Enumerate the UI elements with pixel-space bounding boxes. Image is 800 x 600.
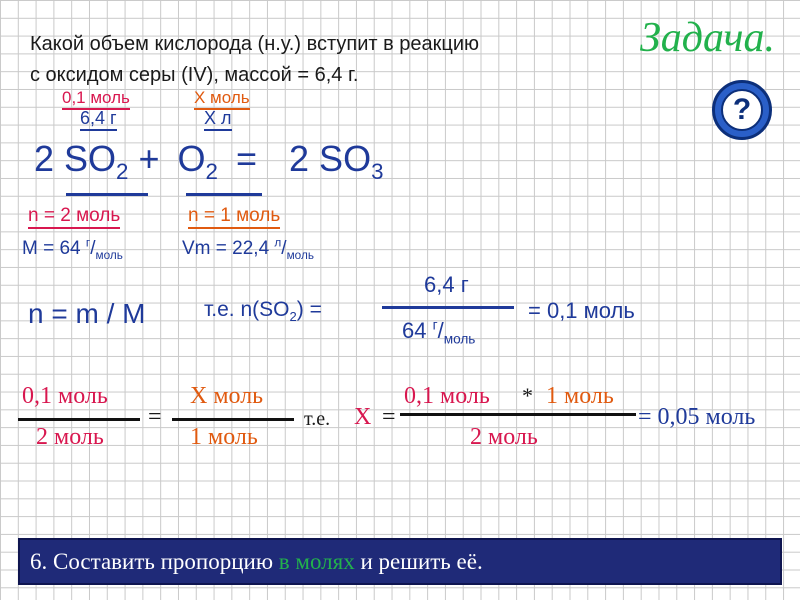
proportion-te: т.е. (304, 408, 331, 430)
step-banner (18, 538, 782, 585)
formula-numerator: 6,4 г (424, 272, 469, 297)
so2-mass-label: 6,4 г (80, 108, 117, 131)
help-icon (712, 80, 772, 140)
proportion-x: Х (354, 404, 372, 430)
proportion-mid-bar (172, 418, 294, 421)
reaction-arrow: = (235, 138, 258, 179)
step-text-highlight: в молях (278, 549, 355, 574)
so2-moles-label: 0,1 моль (62, 88, 130, 110)
n-so2-label: n = 2 моль (28, 205, 120, 229)
proportion-equals-2: = (382, 404, 396, 430)
step-text-before: 6. Составить пропорцию (30, 549, 279, 574)
proportion-mid-denominator: 1 моль (190, 424, 258, 450)
o2-volume-label: Х л (204, 108, 232, 131)
proportion-right-bar (400, 413, 636, 416)
molar-mass: M = 64 $^г/_{моль}$ (22, 236, 123, 262)
o2-moles-label: Х моль (194, 88, 250, 110)
formula-te: т.е. $n(SO_2)$ = (204, 298, 322, 325)
formula-denominator: 64 $^г/_{моль}$ (402, 317, 476, 347)
formula-result: = 0,1 моль (528, 298, 635, 323)
proportion-right-numerator-a: 0,1 моль (404, 383, 490, 409)
problem-line-2: с оксидом серы (IV), массой = 6,4 г. (30, 64, 359, 86)
step-text-after: и решить её. (354, 549, 483, 574)
molar-volume: Vm = 22,4 $^л/_{моль}$ (182, 236, 314, 262)
proportion-right-denominator: 2 моль (470, 424, 538, 450)
reactant-so2: 2 $SO_2$ (34, 138, 129, 185)
plus-sign: + (138, 138, 160, 179)
proportion-left-bar (18, 418, 140, 421)
n-o2-label: n = 1 моль (188, 205, 280, 229)
proportion-star: * (522, 383, 533, 408)
proportion-mid-numerator: Х моль (190, 383, 264, 409)
reaction-equation (34, 138, 384, 185)
proportion-right-numerator-b: 1 моль (546, 383, 614, 409)
product-so3: 2 $SO_3$ (289, 138, 384, 185)
proportion-answer: = 0,05 моль (638, 404, 756, 430)
problem-line-1: Какой объем кислорода (н.у.) вступит в реакцию (30, 33, 480, 55)
proportion-left-denominator: 2 моль (36, 424, 104, 450)
formula-fraction-bar (382, 306, 514, 309)
reactant-o2: $O_2$ (177, 138, 218, 185)
formula-n-m-M: n = m / M (28, 298, 146, 329)
proportion-equals-1: = (148, 404, 162, 430)
question-mark-icon: ? (721, 89, 763, 131)
proportion-left-numerator: 0,1 моль (22, 383, 108, 409)
so2-underline (66, 193, 148, 196)
o2-underline (186, 193, 262, 196)
heading: Задача. (640, 15, 776, 61)
